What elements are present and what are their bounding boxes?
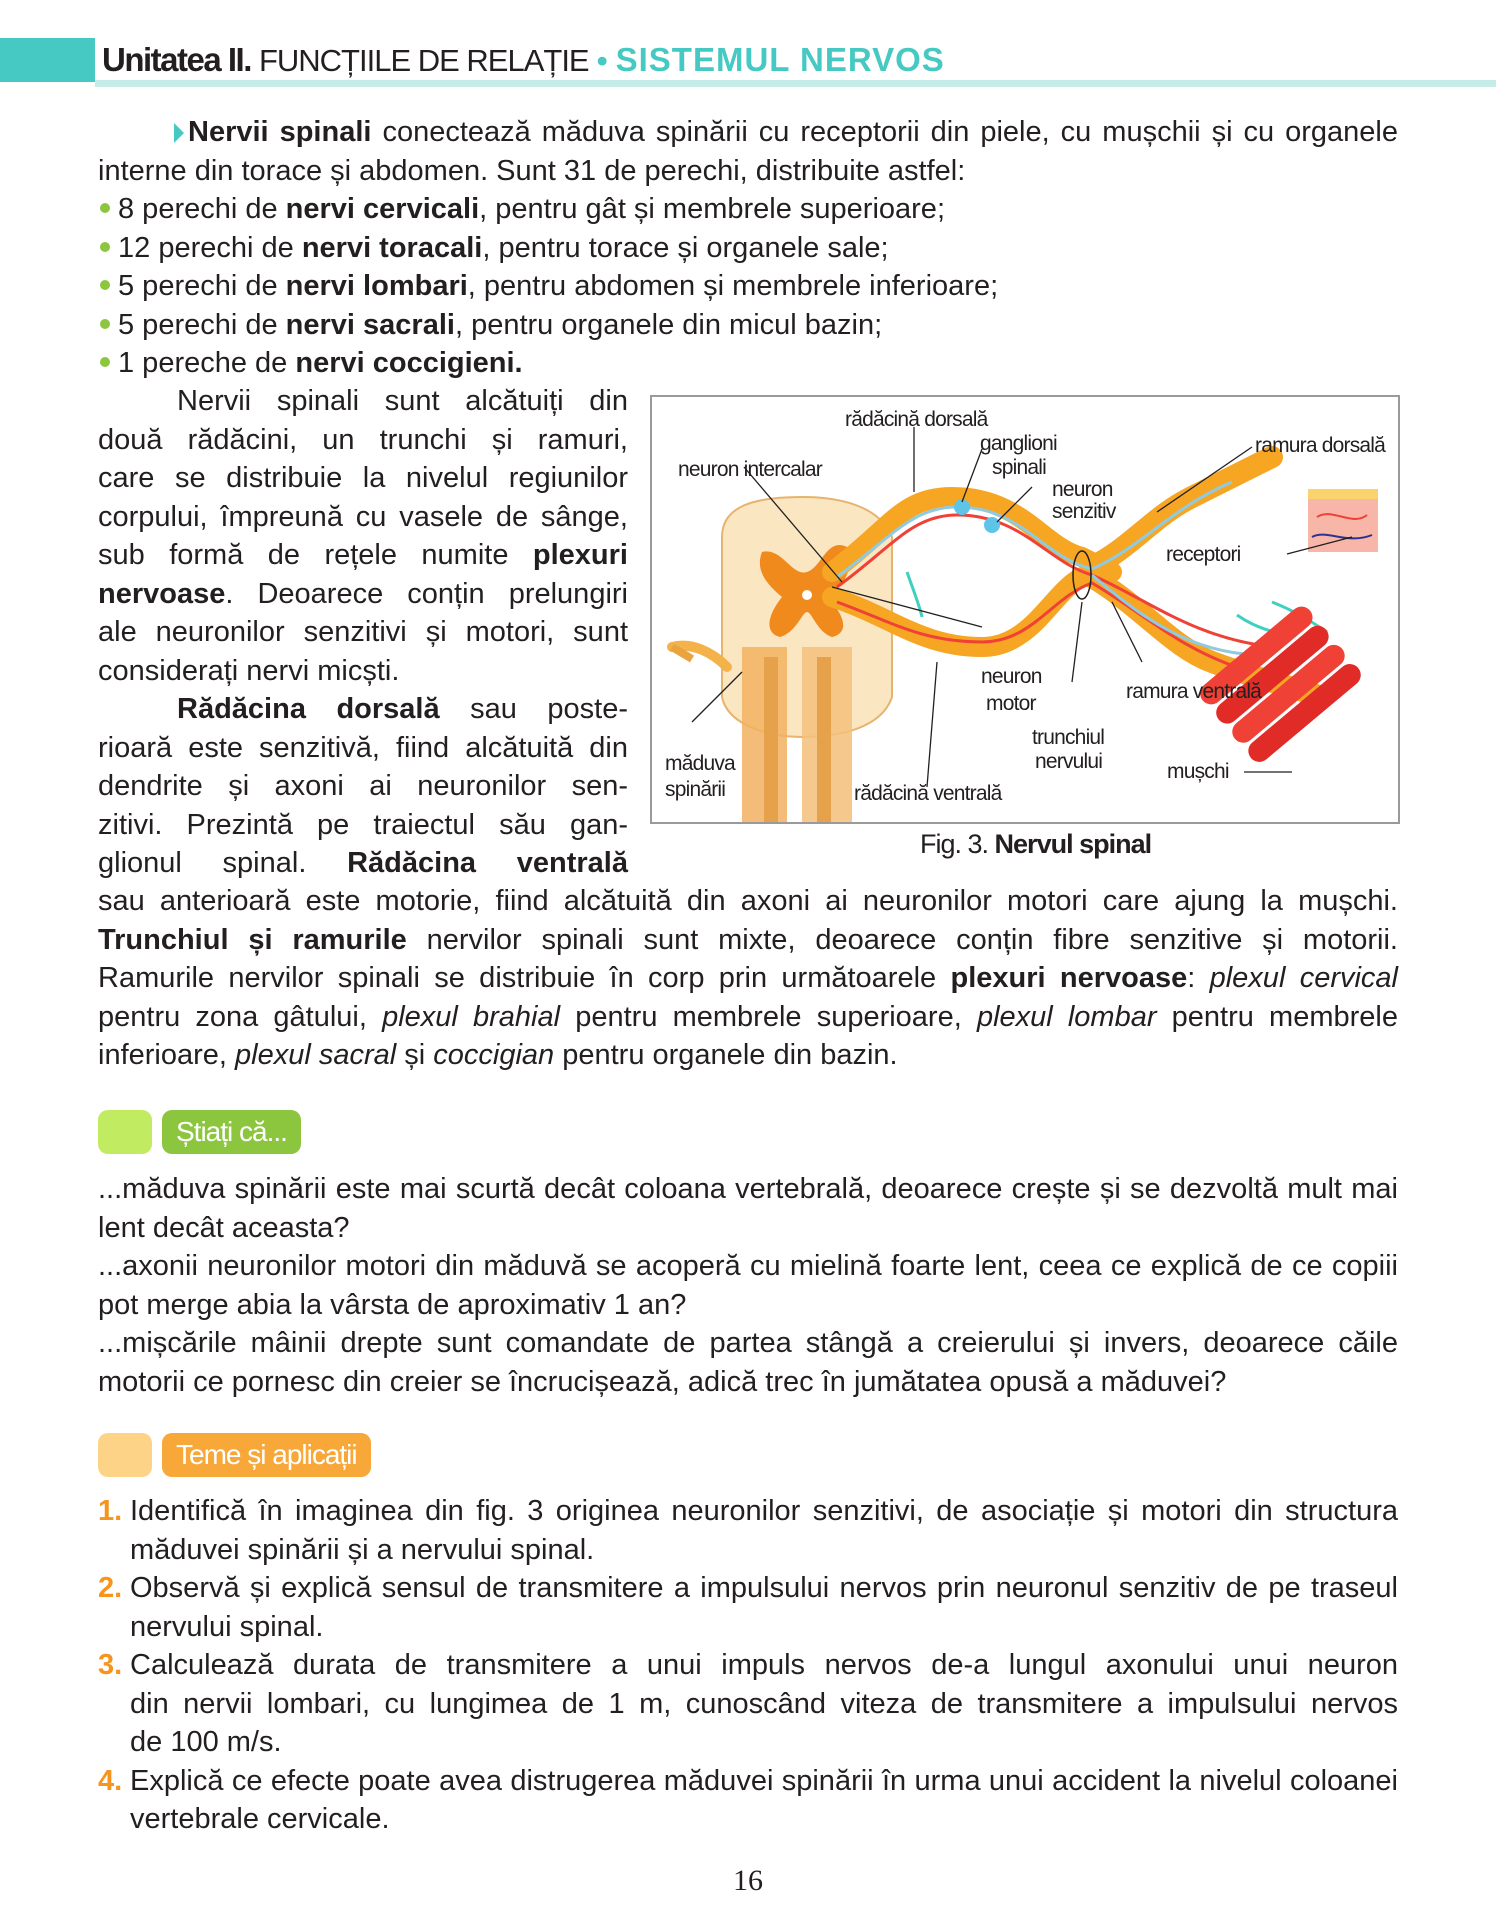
bullet-text: , pentru torace și organele sale; (482, 231, 889, 264)
task-line: măduvei spinării și a nervului spinal. (130, 1533, 595, 1566)
task-line (98, 1569, 1398, 1608)
header-separator: • (596, 43, 608, 78)
intro-lead-rest: conectează măduva spinării cu receptorii din piele, cu mușchii și cu organele (371, 116, 1398, 148)
label-maduva-2: spinării (665, 778, 726, 801)
label-trunchiul-1: trunchiul (1032, 726, 1105, 749)
bullet-bold: nervi toracali (301, 231, 483, 264)
task-text: Identifică în imaginea din fig. 3 originea neuronilor senzitivi, de asociație și motori din structura (130, 1495, 1398, 1527)
task-number: 4. (98, 1764, 123, 1797)
cont-text: inferioare, (98, 1039, 236, 1071)
task-line: de 100 m/s. (130, 1726, 282, 1758)
list-item (98, 190, 1398, 229)
task-line: din nervii lombari, cu lungimea de 1 m, cunoscând viteza de transmitere a impulsului nervos (130, 1687, 1398, 1720)
label-ganglioni: ganglioni (980, 432, 1057, 455)
caption-title: Nervul spinal (994, 829, 1152, 859)
stiati-line: ...măduva spinării este mai scurtă decât coloana vertebrală, deoarece crește și se dezvoltă mult mai (98, 1173, 1398, 1205)
cont-bold: plexuri nervoase (950, 962, 1188, 994)
col-line: două rădăcini, un trunchi și ramuri, (98, 423, 628, 456)
header-topic: SISTEMUL NERVOS (615, 41, 945, 78)
continuation-paragraph (98, 882, 1398, 1075)
bullet-text: 8 perechi de (118, 193, 286, 225)
task-text: Calculează durata de transmitere a unui impuls nervos de-a lungul axonului unui neuron (130, 1649, 1398, 1681)
cont-text: pentru zona gâtului, (98, 1000, 383, 1033)
task-text: Observă și explică sensul de transmitere a impulsului nervos prin neuronul senzitiv de pe traseul (130, 1572, 1398, 1604)
label-neuron-motor-1: neuron (981, 665, 1042, 688)
task-line (98, 1646, 1398, 1685)
col-line (98, 575, 628, 614)
label-muschi: mușchi (1167, 760, 1229, 783)
stiati-title: Știați că... (162, 1110, 301, 1154)
cont-text: nervilor spinali sunt mixte, deoarece conțin fibre senzitive și motorii. (406, 923, 1398, 956)
label-ramura-ventrala: ramura ventrală (1126, 680, 1262, 703)
bullet-icon (100, 203, 110, 213)
intro-line-1 (98, 113, 1398, 152)
bullet-icon (100, 280, 110, 290)
label-neuron-senzitiv-2: senzitiv (1052, 500, 1116, 523)
col-text: glionul spinal. (98, 847, 307, 879)
bullet-bold: nervi sacrali (285, 308, 455, 341)
label-neuron-motor-2: motor (986, 692, 1036, 715)
cont-text: și (396, 1039, 434, 1071)
label-maduva-1: măduva (665, 752, 735, 775)
col-line: ale neuronilor senzitivi și motori, sunt (98, 616, 628, 648)
skin-receptor-drawing (1308, 489, 1378, 552)
task-list (98, 1492, 1398, 1839)
col-line (98, 536, 628, 575)
figure-caption (920, 826, 1151, 862)
cont-italic: plexul brahial (382, 1000, 561, 1033)
caption-prefix: Fig. 3. (920, 829, 989, 859)
bullet-text: , pentru gât și membrele superioare; (479, 193, 945, 225)
task-line (98, 1762, 1398, 1801)
bullet-text: 12 perechi de (118, 231, 302, 264)
cont-line: sau anterioară este motorie, fiind alcătuită din axoni ai neuronilor motori care ajung la mușchi. (98, 885, 1398, 917)
intro-lead-bold: Nervii spinali (188, 116, 372, 148)
label-ramura-dorsala: ramura dorsală (1255, 434, 1386, 457)
cont-italic: plexul sacral (235, 1039, 397, 1071)
cont-text: : (1187, 962, 1210, 994)
col-bold: Rădăcina dorsală (177, 693, 440, 725)
cont-line (98, 1036, 1398, 1075)
cont-text: pentru membrele (1156, 1000, 1398, 1033)
cont-line (98, 998, 1398, 1037)
cont-bold: Trunchiul și ramurile (98, 923, 407, 956)
cont-line (98, 921, 1398, 960)
intro-line-2: interne din torace și abdomen. Sunt 31 de perechi, distribuite astfel: (98, 154, 966, 187)
stiati-line: pot merge abia la vârsta de aproximativ 1 an? (98, 1288, 687, 1321)
cont-italic: plexul cervical (1209, 962, 1398, 994)
nerve-bullet-list (98, 190, 1398, 383)
stiati-line: ...axonii neuronilor motori din măduvă se acoperă cu mielină foarte lent, ceea ce explică de ce copiii (98, 1250, 1398, 1282)
stiati-line: lent decât aceasta? (98, 1211, 350, 1244)
stiati-tag-square (98, 1110, 152, 1154)
task-text: Explică ce efecte poate avea distrugerea măduvei spinării în urma unui accident la nivelul coloanei (130, 1764, 1398, 1797)
teme-tag-square (98, 1433, 152, 1477)
bullet-text: , pentru organele din micul bazin; (454, 308, 883, 341)
bullet-text: 5 perechi de (118, 270, 286, 302)
bullet-text: 5 perechi de (118, 308, 286, 341)
intro-paragraph (98, 113, 1398, 190)
label-neuron-senzitiv-1: neuron (1052, 478, 1113, 501)
col-text: . Deoarece conțin prelungiri (225, 577, 628, 610)
cont-text: pentru membrele superioare, (560, 1000, 977, 1033)
task-number: 3. (98, 1649, 123, 1681)
page-number: 16 (733, 1864, 763, 1897)
bullet-icon (100, 319, 110, 329)
label-radacina-ventrala: rădăcină ventrală (854, 782, 1002, 805)
list-item (98, 306, 1398, 345)
bullet-text: , pentru abdomen și membrele inferioare; (467, 270, 999, 302)
teme-title: Teme și aplicații (162, 1433, 371, 1477)
col-line (98, 844, 628, 883)
col-bold: nervoase (98, 577, 226, 610)
stiati-line: motorii ce pornesc din creier se încrucișează, adică trec în jumătatea opusă a măduvei? (98, 1365, 1227, 1398)
left-column-text (98, 382, 628, 883)
col-bold: plexuri (532, 539, 628, 571)
col-line: dendrite și axoni ai neuronilor sen- (98, 770, 628, 802)
col-line: zitivi. Prezintă pe traiectul său gan- (98, 808, 628, 841)
bullet-icon (100, 357, 110, 367)
task-line: nervului spinal. (130, 1610, 324, 1643)
col-bold: Rădăcina ventrală (347, 847, 628, 879)
col-line: Nervii spinali sunt alcătuiți din (177, 385, 628, 417)
list-item (98, 229, 1398, 268)
spinal-nerve-figure (650, 395, 1400, 824)
stiati-box (98, 1170, 1398, 1401)
label-radacina-dorsala: rădăcină dorsală (845, 408, 988, 431)
bullet-icon (100, 242, 110, 252)
cont-italic: plexul lombar (976, 1000, 1157, 1033)
cont-text: pentru organele din bazin. (554, 1039, 898, 1071)
col-line: corpului, împreună cu vasele de sânge, (98, 500, 628, 533)
col-text: sau poste- (439, 693, 628, 725)
task-number: 1. (98, 1495, 123, 1527)
label-neuron-intercalar: neuron intercalar (678, 458, 822, 481)
bullet-text: 1 pereche de (118, 347, 296, 379)
bullet-bold: nervi coccigieni. (295, 347, 523, 379)
bullet-bold: nervi lombari (285, 270, 468, 302)
task-line (98, 1492, 1398, 1531)
header-accent-bar (0, 38, 95, 82)
cont-text: Ramurile nervilor spinali se distribuie în corp prin următoarele (98, 962, 951, 994)
label-receptori: receptori (1166, 543, 1241, 566)
header-subtitle: FUNCȚIILE DE RELAȚIE (258, 43, 589, 78)
bullet-bold: nervi cervicali (285, 193, 480, 225)
task-line: vertebrale cervicale. (130, 1803, 390, 1835)
list-item (98, 344, 1398, 383)
col-line: care se distribuie la nivelul regiunilor (98, 462, 628, 494)
header-unit: Unitatea II. (102, 41, 251, 78)
list-item (98, 267, 1398, 306)
section-marker-icon (174, 123, 184, 143)
col-line (98, 690, 628, 729)
label-spinali: spinali (992, 456, 1046, 479)
cont-italic: coccigian (433, 1039, 555, 1071)
col-text: sub formă de rețele numite (98, 539, 509, 571)
task-number: 2. (98, 1572, 123, 1604)
col-line: considerați nervi micști. (98, 654, 400, 687)
stiati-line: ...mișcările mâinii drepte sunt comandate de partea stângă a creierului și invers, deoarece căile (98, 1327, 1398, 1359)
cont-line (98, 959, 1398, 998)
page-header (102, 36, 945, 84)
label-trunchiul-2: nervului (1035, 750, 1103, 773)
col-line: rioară este senzitivă, fiind alcătuită din (98, 731, 628, 764)
